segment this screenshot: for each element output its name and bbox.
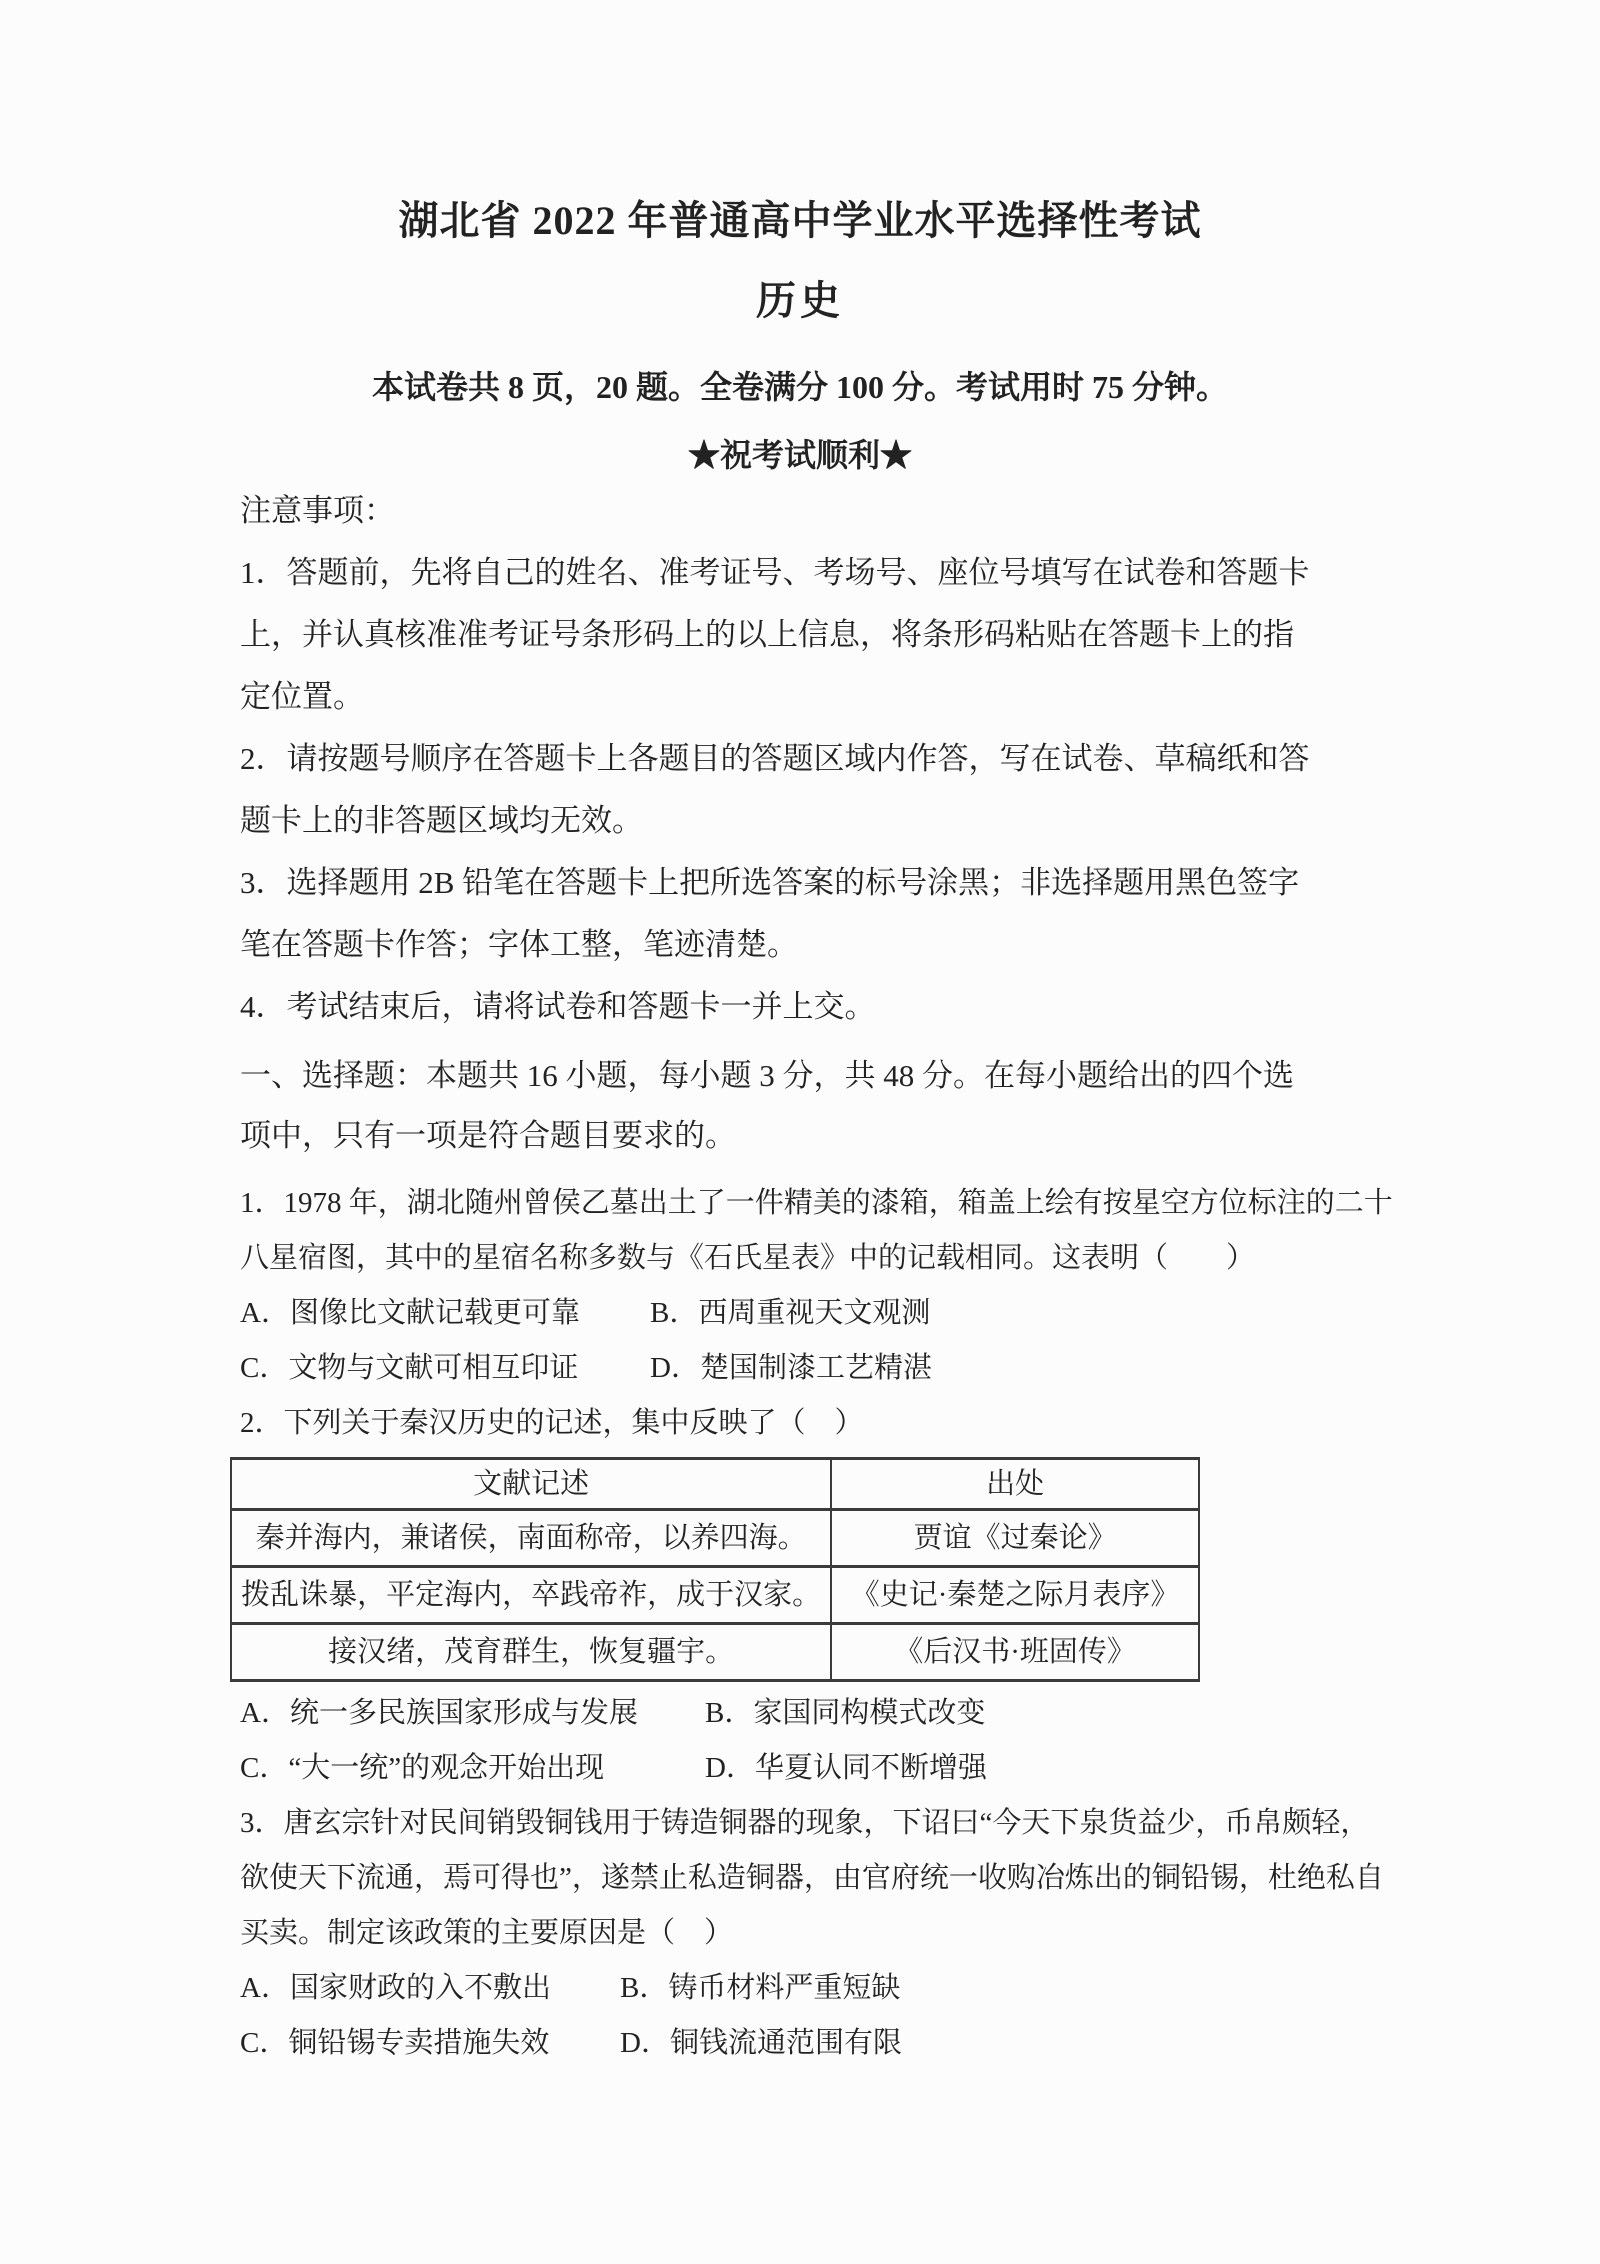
table-cell-description-3: 接汉绪，茂育群生，恢复疆宇。 [231,1624,831,1681]
notice-section [240,480,1440,1038]
question-3-option-a: A．国家财政的入不敷出 [240,1972,551,2004]
exam-title: 湖北省 2022 年普通高中学业水平选择性考试 [398,198,1202,243]
notice-item-2-line-2: 题卡上的非答题区域均无效。 [240,803,643,838]
question-1-option-b: B．西周重视天文观测 [650,1297,931,1329]
notice-item-3-line-1: 3．选择题用 2B 铅笔在答题卡上把所选答案的标号涂黑；非选择题用黑色签字 [240,865,1300,900]
question-3-line-1: 3．唐玄宗针对民间销毁铜钱用于铸造铜器的现象，下诏曰“今天下泉货益少，币帛颇轻， [240,1807,1370,1839]
question-1-option-d: D．楚国制漆工艺精湛 [650,1352,932,1384]
question-1-option-c: C．文物与文献可相互印证 [240,1352,579,1384]
exam-blessing: ★祝考试顺利★ [687,437,912,473]
notice-item-3-line-2: 笔在答题卡作答；字体工整，笔迹清楚。 [240,927,798,962]
question-1-option-a: A．图像比文献记载更可靠 [240,1297,580,1329]
notice-item-1-line-1: 1．答题前，先将自己的姓名、准考证号、考场号、座位号填写在试卷和答题卡 [240,555,1310,590]
question-2-sources-table [230,1457,1200,1682]
notice-item-1-line-3: 定位置。 [240,679,364,714]
question-3-option-c: C．铜铅锡专卖措施失效 [240,2027,550,2059]
section-heading-line-2: 项中，只有一项是符合题目要求的。 [240,1118,736,1153]
question-3-line-2: 欲使天下流通，焉可得也”，遂禁止私造铜器，由官府统一收购冶炼出的铜铅锡，杜绝私自 [240,1862,1384,1894]
notice-heading: 注意事项： [240,493,395,528]
notice-item-4: 4．考试结束后，请将试卷和答题卡一并上交。 [240,989,876,1024]
question-2-option-c: C．“大一统”的观念开始出现 [240,1752,605,1784]
table-cell-source-3: 《后汉书·班固传》 [831,1624,1199,1681]
question-3 [240,1796,1440,2071]
table-header-description: 文献记述 [231,1459,831,1510]
table-row [231,1567,1199,1624]
table-cell-description-2: 拨乱诛暴，平定海内，卒践帝祚，成于汉家。 [231,1567,831,1624]
question-3-option-b: B．铸币材料严重短缺 [620,1972,901,2004]
question-2-options-row-2 [240,1741,1440,1796]
table-header-source: 出处 [831,1459,1199,1510]
section-heading-choice-questions [240,1046,1440,1166]
section-heading-line-1: 一、选择题：本题共 16 小题，每小题 3 分，共 48 分。在每小题给出的四个选 [240,1058,1294,1093]
question-2 [240,1396,1440,1796]
question-1-options-row-1 [240,1286,1440,1341]
notice-item-2-line-1: 2．请按题号顺序在答题卡上各题目的答题区域内作答，写在试卷、草稿纸和答 [240,741,1310,776]
question-2-option-a: A．统一多民族国家形成与发展 [240,1697,638,1729]
question-3-line-3: 买卖。制定该政策的主要原因是（ ） [240,1917,734,1949]
question-2-option-b: B．家国同构模式改变 [705,1697,986,1729]
table-row [231,1510,1199,1567]
question-3-options-row-2 [240,2016,1440,2071]
table-row [231,1624,1199,1681]
question-1-options-row-2 [240,1341,1440,1396]
exam-subject: 历史 [756,278,844,323]
exam-header [240,198,1360,474]
table-header-row [231,1459,1199,1510]
exam-info-line: 本试卷共 8 页，20 题。全卷满分 100 分。考试用时 75 分钟。 [371,369,1228,405]
notice-item-1-line-2: 上，并认真核准准考证号条形码上的以上信息，将条形码粘贴在答题卡上的指 [240,617,1294,652]
question-2-options-row-1 [240,1686,1440,1741]
question-3-option-d: D．铜钱流通范围有限 [620,2027,902,2059]
question-1-line-1: 1．1978 年，湖北随州曾侯乙墓出土了一件精美的漆箱，箱盖上绘有按星空方位标注的二十 [240,1187,1393,1219]
table-cell-source-2: 《史记·秦楚之际月表序》 [831,1567,1199,1624]
question-3-options-row-1 [240,1961,1440,2016]
question-1 [240,1176,1440,1396]
question-2-option-d: D．华夏认同不断增强 [705,1752,987,1784]
table-cell-description-1: 秦并海内，兼诸侯，南面称帝，以养四海。 [231,1510,831,1567]
table-cell-source-1: 贾谊《过秦论》 [831,1510,1199,1567]
question-2-line-1: 2．下列关于秦汉历史的记述，集中反映了（ ） [240,1407,864,1439]
question-1-line-2: 八星宿图，其中的星宿名称多数与《石氏星表》中的记载相同。这表明（ ） [240,1242,1256,1274]
